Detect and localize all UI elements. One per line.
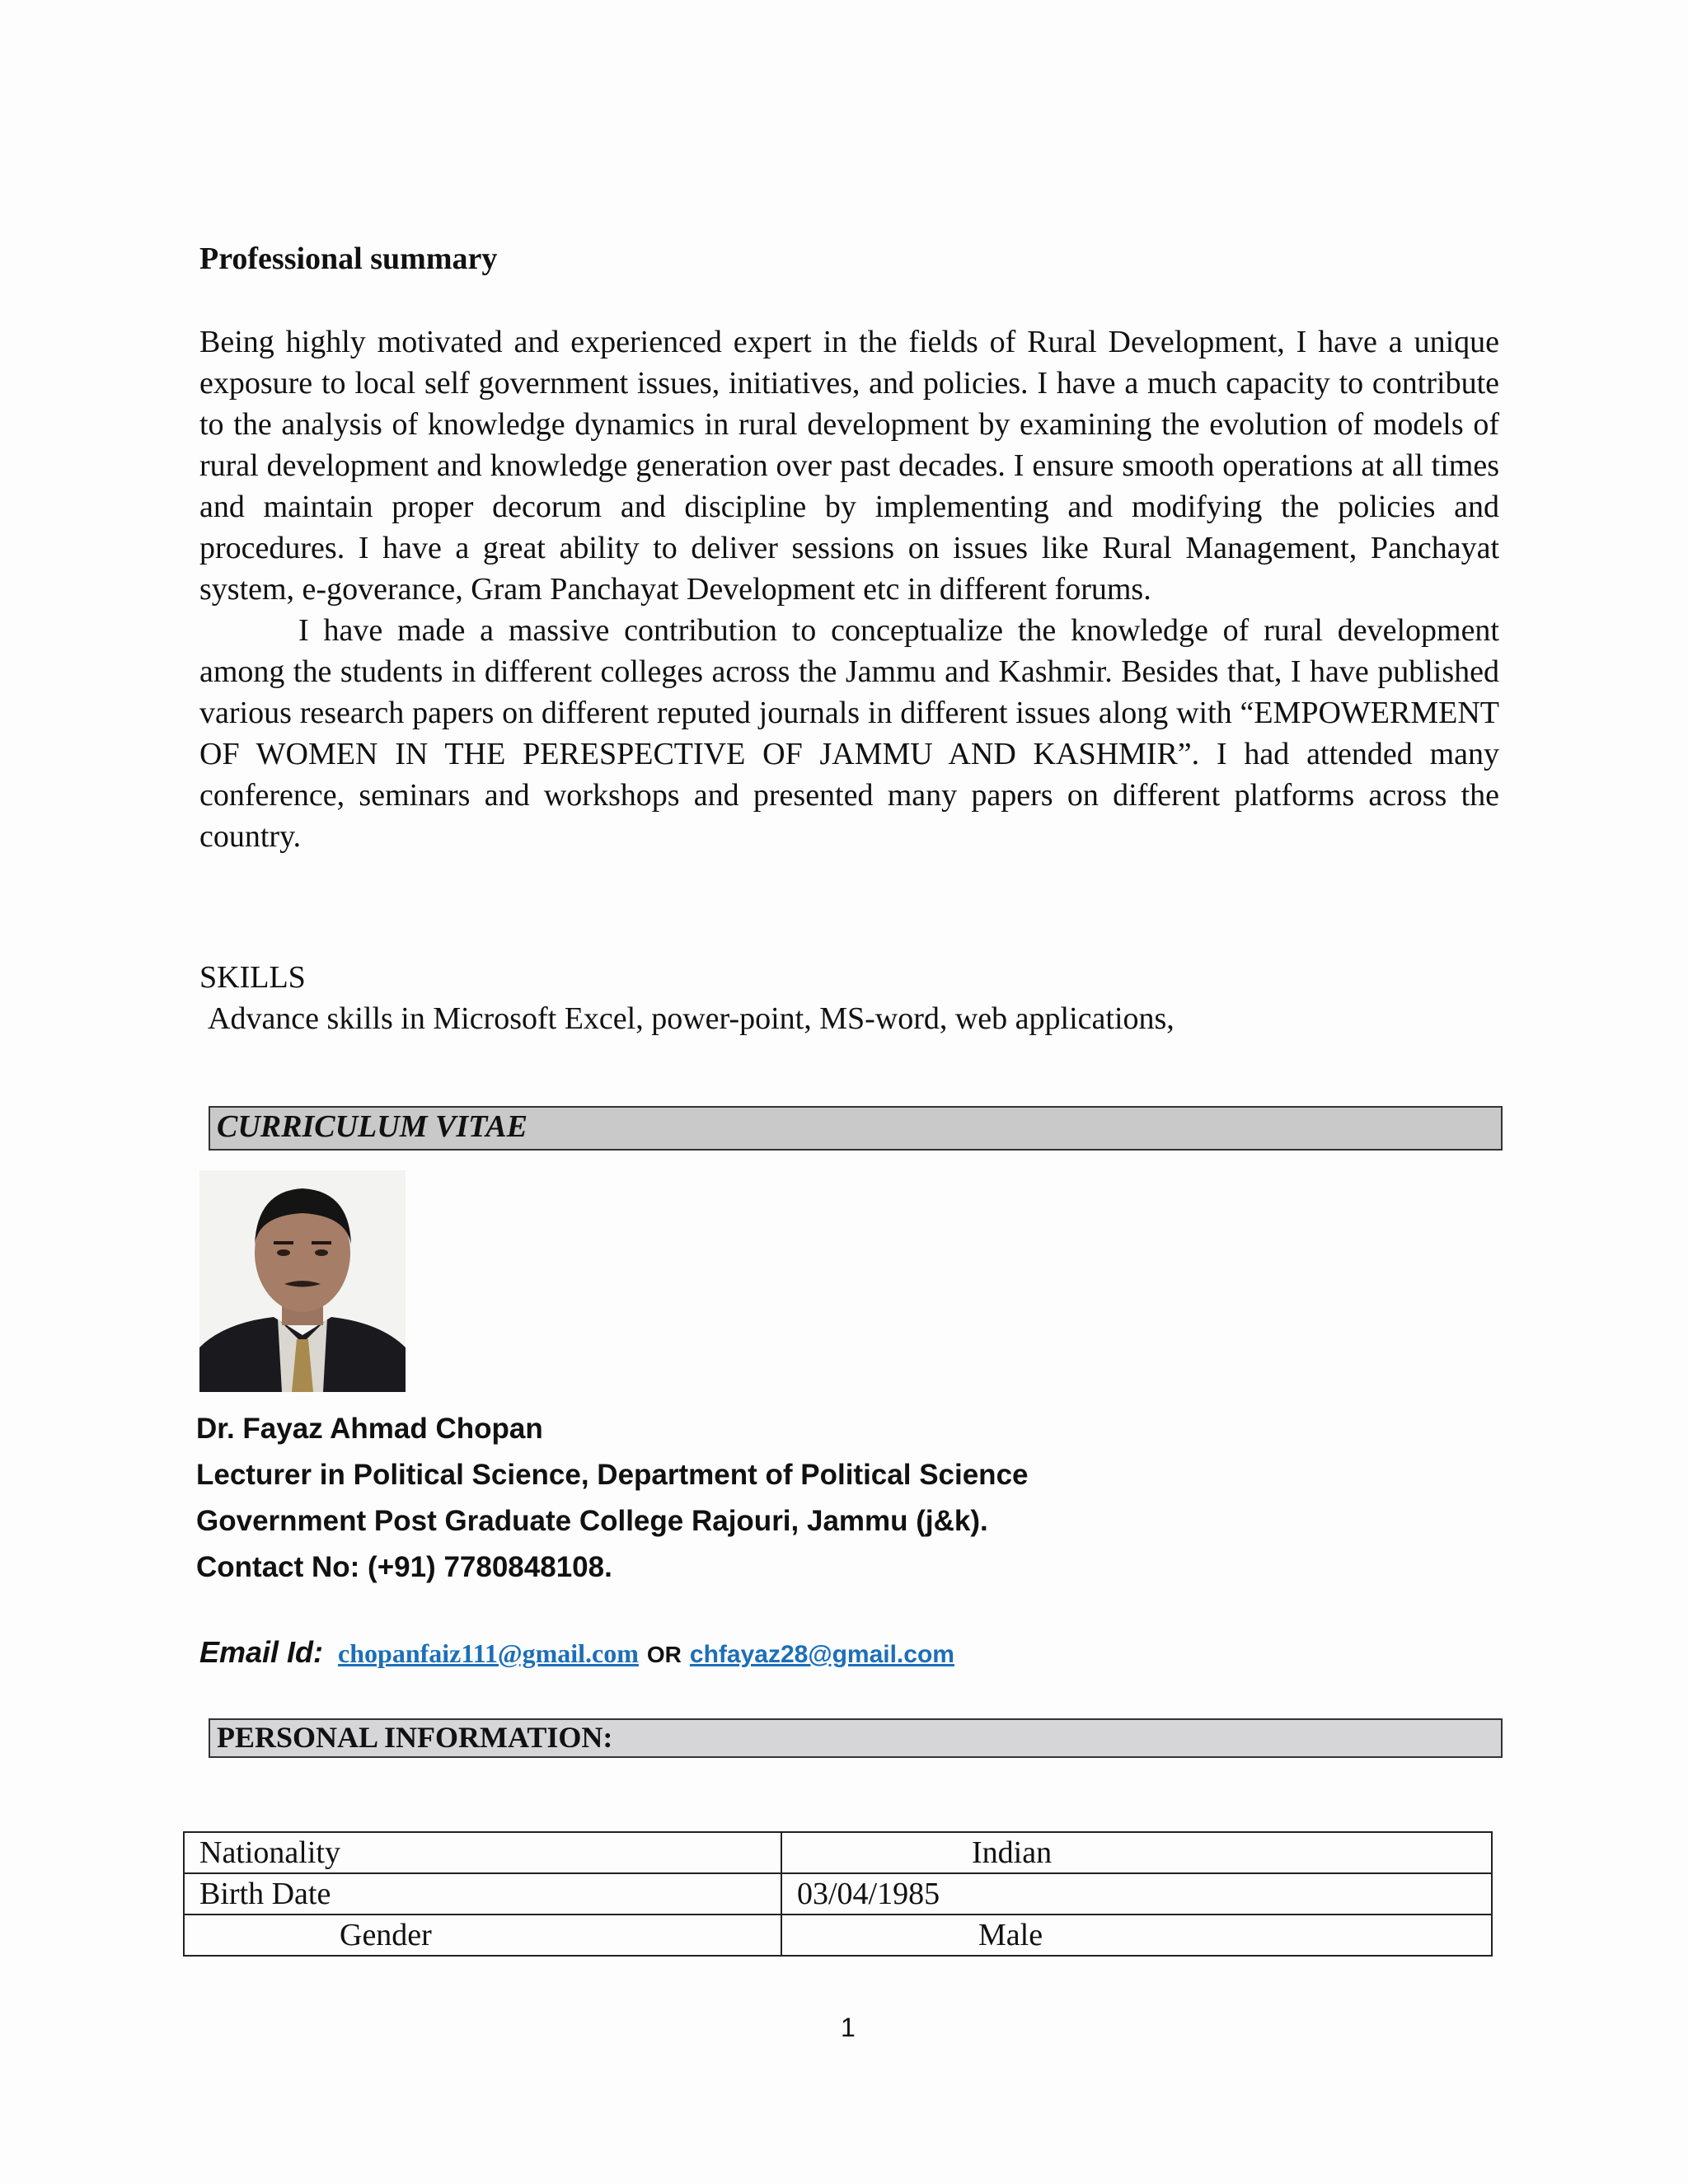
email-separator: OR <box>646 1642 682 1667</box>
summary-paragraph-1: Being highly motivated and experienced expert in the fields of Rural Development, I have a unique exposure to local self government issues, initiatives, and policies. I have a much capacity to contribute to the analysis of knowledge dynamics in rural development by examining the evolution of models of rural development and knowledge generation over past decades. I ensure smooth operations at all times and maintain proper decorum and discipline by implementing and modifying the policies and procedures. I have a great ability to deliver sessions on issues like Rural Management, Panchayat system, e-goverance, Gram Panchayat Development etc in different forums. <box>199 325 1499 607</box>
birth-date-value: 03/04/1985 <box>781 1873 1492 1915</box>
summary-body <box>199 321 1499 857</box>
birth-date-label: Birth Date <box>184 1873 781 1915</box>
person-name: Dr. Fayaz Ahmad Chopan <box>196 1413 543 1445</box>
person-phone: Contact No: (+91) 7780848108. <box>196 1551 612 1583</box>
skills-text: Advance skills in Microsoft Excel, power-point, MS-word, web applications, <box>208 1001 1175 1036</box>
email-label: Email Id: <box>199 1635 324 1669</box>
personal-info-banner <box>209 1718 1503 1758</box>
table-row <box>184 1873 1492 1915</box>
table-row <box>184 1832 1492 1873</box>
gender-value: Male <box>781 1915 1492 1956</box>
cv-banner-label: CURRICULUM VITAE <box>217 1109 528 1144</box>
skills-heading: SKILLS <box>199 960 306 995</box>
nationality-label: Nationality <box>184 1832 781 1873</box>
nationality-value: Indian <box>781 1832 1492 1873</box>
person-position: Lecturer in Political Science, Department of Political Science <box>196 1459 1029 1491</box>
personal-info-table <box>183 1831 1493 1957</box>
summary-heading: Professional summary <box>199 241 498 276</box>
portrait-image <box>199 1170 406 1392</box>
contact-block <box>196 1406 1029 1591</box>
table-row <box>184 1915 1492 1956</box>
summary-paragraph-2: I have made a massive contribution to conceptualize the knowledge of rural development among the students in different colleges across the Jammu and Kashmir. Besides that, I have published various research papers on different reputed journals in different issues along with “EMPOWERMENT OF WOMEN IN THE PERESPECTIVE OF JAMMU AND KASHMIR”. I had attended many conference, seminars and workshops and presented many papers on different platforms across the country. <box>199 613 1499 854</box>
email-row <box>199 1635 954 1670</box>
page-number: 1 <box>841 2013 856 2042</box>
cv-banner <box>209 1106 1503 1151</box>
personal-info-banner-label: PERSONAL INFORMATION: <box>217 1721 613 1754</box>
gender-label: Gender <box>184 1915 781 1956</box>
email-link-secondary[interactable]: chfayaz28@gmail.com <box>689 1641 954 1668</box>
person-institution: Government Post Graduate College Rajouri, Jammu (j&k). <box>196 1505 988 1537</box>
email-link-primary[interactable]: chopanfaiz111@gmail.com <box>338 1638 639 1668</box>
profile-photo <box>199 1170 406 1392</box>
